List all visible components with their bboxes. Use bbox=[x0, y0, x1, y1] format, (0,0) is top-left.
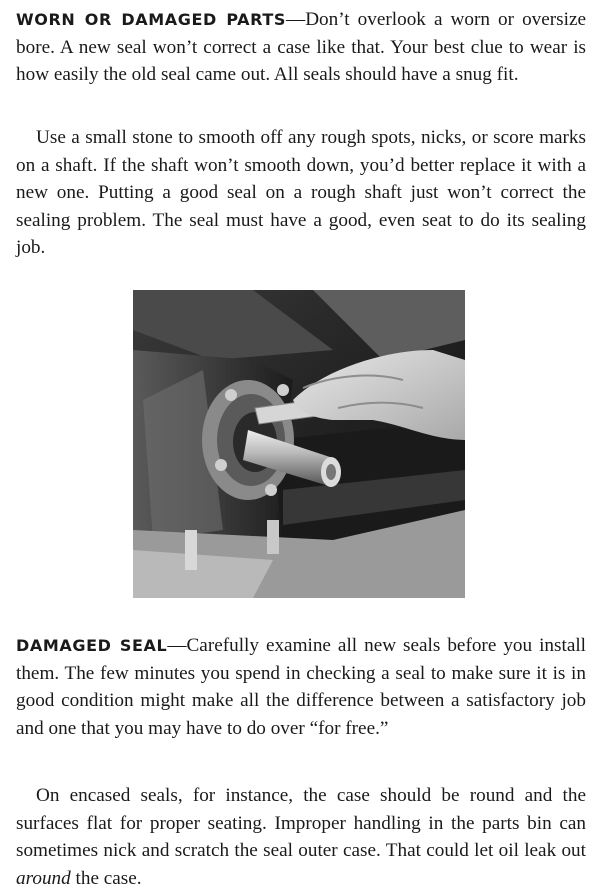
paragraph-worn-parts-text: —Don’t overlook a worn or oversize bore. A new seal won’t correct a case like that. Your best clue to wear is how easily the old seal came out. All seals should have a snug fit. bbox=[16, 9, 587, 85]
heading-worn-or-damaged-parts: WORN OR DAMAGED PARTS bbox=[16, 10, 286, 29]
paragraph-smooth-shaft bbox=[16, 124, 586, 262]
paragraph-encased-seals bbox=[16, 782, 586, 892]
paragraph-smooth-shaft-text: Use a small stone to smooth off any rough spots, nicks, or score marks on a shaft. If the shaft won’t smooth down, you’d better replace it with a new one. Putting a good seal on a rough shaft just won’t correct the sealing problem. The seal must have a good, even seat to do its sealing job. bbox=[16, 127, 586, 258]
paragraph-encased-seals-text-after: the case. bbox=[70, 867, 142, 889]
paragraph-encased-seals-text-before: On encased seals, for instance, the case should be round and the surfaces flat for proper seating. Improper handling in the parts bin can sometimes nick and scratch the seal outer case. That could let oil leak out bbox=[16, 785, 586, 861]
paragraph-damaged-seal bbox=[16, 632, 586, 742]
paragraph-worn-parts bbox=[16, 6, 586, 89]
paragraph-damaged-seal-text: —Carefully examine all new seals before you install them. The few minutes you spend in checking a seal to make sure it is in good condition might make all the difference between a satisfactory job and one that you may have to do over “for free.” bbox=[16, 635, 586, 739]
heading-damaged-seal: DAMAGED SEAL bbox=[16, 636, 168, 655]
emphasis-around: around bbox=[16, 867, 71, 889]
shaft-stone-photo bbox=[133, 290, 465, 598]
